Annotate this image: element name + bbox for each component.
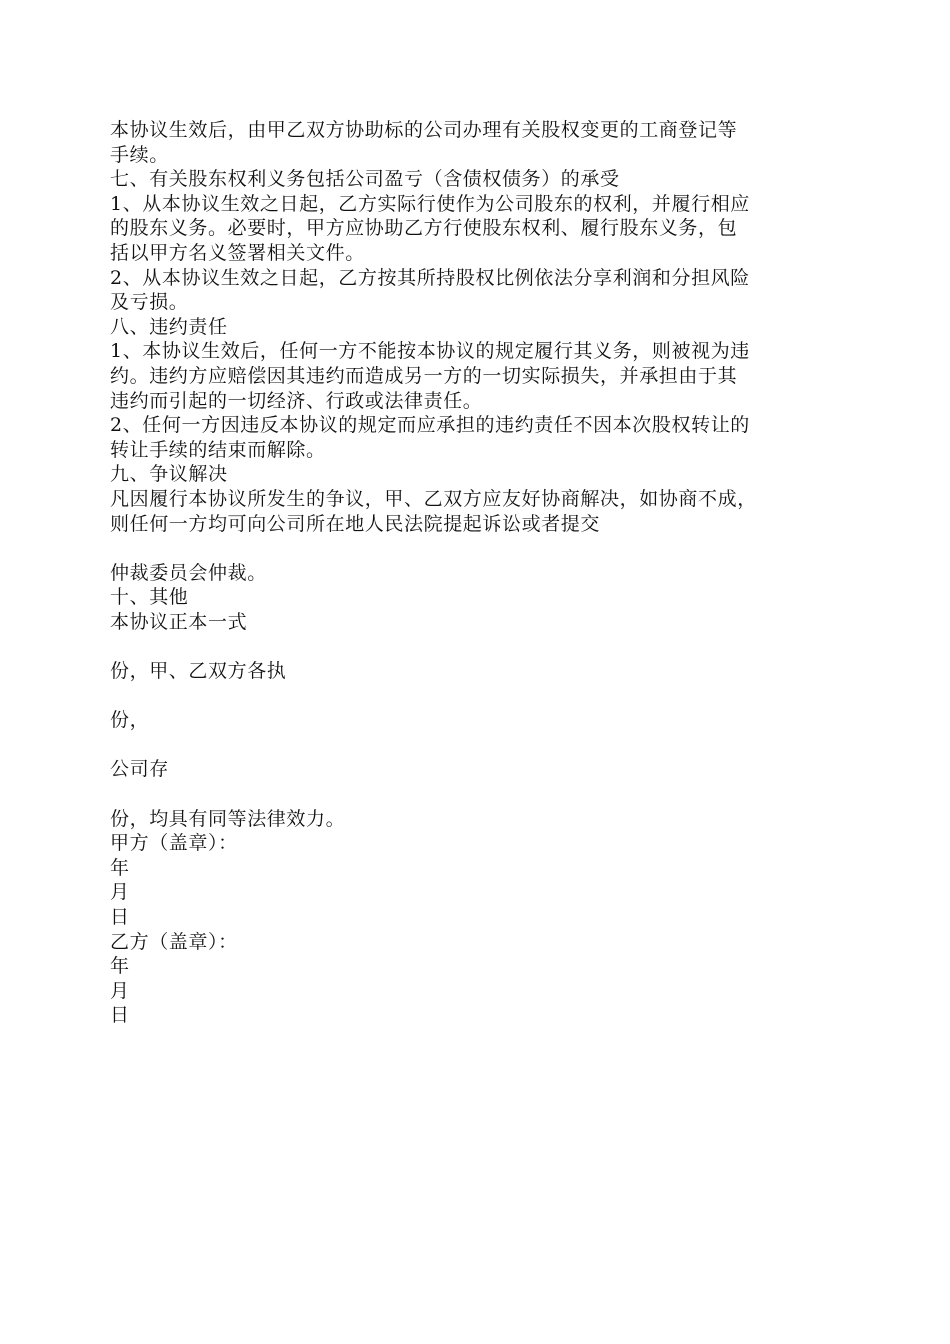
section-heading-7: 七、有关股东权利义务包括公司盈亏（含债权债务）的承受	[110, 168, 620, 191]
text-line: 则任何一方均可向公司所在地人民法院提起诉讼或者提交	[110, 512, 601, 535]
party-b-month: 月	[110, 979, 130, 1002]
text-line: 约。违约方应赔偿因其违约而造成另一方的一切实际损失，并承担由于其	[110, 364, 738, 387]
text-line: 公司存	[110, 758, 169, 781]
party-a-seal-label: 甲方（盖章）：	[110, 832, 238, 855]
party-b-day: 日	[110, 1004, 130, 1027]
text-line: 转让手续的结束而解除。	[110, 438, 326, 461]
text-line: 1、本协议生效后，任何一方不能按本协议的规定履行其义务，则被视为违	[110, 340, 750, 363]
party-a-day: 日	[110, 906, 130, 928]
section-heading-9: 九、争议解决	[110, 463, 228, 486]
text-line: 违约而引起的一切经济、行政或法律责任。	[110, 389, 483, 412]
text-line: 本协议正本一式	[110, 610, 248, 633]
text-line: 份，甲、乙双方各执	[110, 660, 287, 683]
blank-line	[110, 634, 850, 659]
party-a-month: 月	[110, 881, 130, 904]
text-line: 凡因履行本协议所发生的争议，甲、乙双方应友好协商解决，如协商不成，	[110, 487, 757, 510]
text-line: 的股东义务。必要时，甲方应协助乙方行使股东权利、履行股东义务，包	[110, 217, 738, 240]
text-line: 份，	[110, 709, 150, 732]
text-line: 手续。	[110, 143, 169, 166]
text-line: 2、从本协议生效之日起，乙方按其所持股权比例依法分享利润和分担风险	[110, 266, 750, 289]
section-heading-8: 八、违约责任	[110, 315, 228, 338]
blank-line	[110, 782, 850, 807]
text-line: 2、任何一方因违反本协议的规定而应承担的违约责任不因本次股权转让的	[110, 414, 750, 437]
blank-line	[110, 684, 850, 709]
blank-line	[110, 733, 850, 758]
text-line: 1、从本协议生效之日起，乙方实际行使作为公司股东的权利，并履行相应	[110, 192, 750, 215]
party-b-seal-label: 乙方（盖章）：	[110, 930, 238, 953]
section-heading-10: 十、其他	[110, 586, 189, 609]
party-b-year: 年	[110, 955, 130, 978]
text-line: 括以甲方名义签署相关文件。	[110, 241, 365, 264]
text-line: 本协议生效后，由甲乙双方协助标的公司办理有关股权变更的工商登记等	[110, 119, 738, 141]
text-line: 仲裁委员会仲裁。	[110, 561, 267, 584]
document-body	[110, 118, 850, 1028]
text-line: 及亏损。	[110, 291, 189, 314]
text-line: 份，均具有同等法律效力。	[110, 807, 346, 830]
party-a-year: 年	[110, 856, 130, 879]
blank-line	[110, 536, 850, 561]
